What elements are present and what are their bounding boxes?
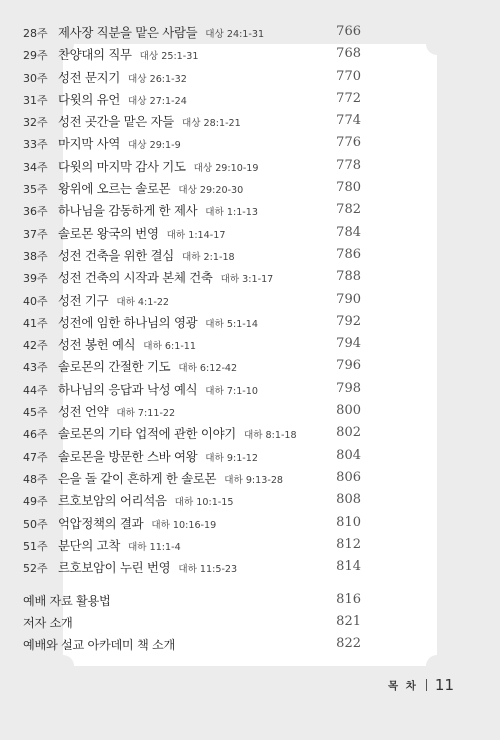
scripture-reference: 대하 9:13-28	[224, 474, 284, 486]
toc-entry[interactable]	[23, 110, 363, 132]
entry-title: 왕위에 오르는 솔로몬	[58, 181, 171, 197]
toc-entry[interactable]	[23, 445, 363, 467]
entry-title: 마지막 사역	[58, 136, 120, 152]
scripture-reference: 대하 2:1-18	[181, 251, 235, 263]
week-label: 41주	[23, 316, 48, 330]
page-number: 796	[336, 358, 361, 374]
page-number: 770	[336, 68, 361, 84]
scripture-reference: 대하 1:1-13	[205, 207, 258, 219]
page-number: 821	[336, 614, 361, 629]
week-label: 39주	[23, 272, 48, 286]
toc-entry[interactable]	[23, 556, 363, 578]
page-number: 816	[336, 592, 361, 607]
toc-entry[interactable]	[23, 422, 363, 444]
page-number: 782	[336, 202, 361, 218]
page-number: 11	[434, 676, 454, 694]
week-label: 34주	[23, 160, 48, 174]
page-number: 778	[336, 157, 361, 173]
page-number: 806	[336, 469, 361, 485]
entry-title: 예배 자료 활용법	[23, 594, 111, 608]
entry-title: 솔로몬 왕국의 번영	[58, 225, 159, 241]
entry-title: 솔로몬의 간절한 기도	[58, 359, 171, 375]
toc-entry[interactable]	[23, 199, 363, 221]
week-label: 29주	[23, 49, 48, 63]
entry-title: 제사장 직분을 맡은 사람들	[58, 25, 198, 40]
page-number: 774	[336, 113, 361, 129]
week-label: 49주	[23, 495, 48, 509]
page-number: 822	[336, 636, 361, 651]
toc-entry[interactable]	[23, 512, 363, 534]
entry-title: 솔로몬을 방문한 스바 여왕	[58, 448, 198, 464]
appendix-entry[interactable]	[23, 589, 363, 611]
scripture-reference: 대하 11:5-23	[178, 564, 238, 576]
scripture-reference: 대상 29:1-9	[128, 140, 181, 152]
entry-title: 성전 건축을 위한 결심	[58, 247, 174, 263]
scripture-reference: 대상 28:1-21	[181, 118, 241, 130]
toc-entry[interactable]	[23, 66, 363, 88]
scripture-reference: 대하 5:1-14	[205, 318, 258, 330]
page-number: 804	[336, 447, 361, 463]
toc-entry[interactable]	[23, 289, 363, 311]
scripture-reference: 대하 4:1-22	[116, 296, 170, 308]
page-number: 788	[336, 269, 361, 285]
entry-title: 다윗의 유언	[58, 91, 120, 107]
scripture-reference: 대하 11:1-4	[128, 541, 181, 553]
week-label: 40주	[23, 294, 48, 308]
scripture-reference: 대상 25:1-31	[139, 51, 199, 63]
entry-title: 성전에 임한 하나님의 영광	[58, 314, 198, 330]
week-label: 32주	[23, 116, 48, 130]
scripture-reference: 대상 29:20-30	[178, 185, 244, 197]
page-number: 772	[336, 90, 361, 106]
scripture-reference: 대하 7:11-22	[116, 408, 176, 420]
toc-entry[interactable]	[23, 355, 363, 377]
toc-entry[interactable]	[23, 155, 363, 177]
footer-divider	[426, 679, 427, 691]
toc-entry[interactable]	[23, 489, 363, 511]
toc-entry[interactable]	[23, 88, 363, 110]
entry-title: 르호보암이 누린 번영	[58, 560, 171, 576]
page-number: 792	[336, 313, 361, 329]
week-label: 43주	[23, 361, 48, 375]
toc-entry[interactable]	[23, 311, 363, 333]
page-number: 776	[336, 135, 361, 151]
week-label: 38주	[23, 249, 48, 263]
scripture-reference: 대하 6:12-42	[178, 363, 238, 375]
page-number: 790	[336, 291, 361, 307]
page-number: 794	[336, 336, 361, 352]
page-number: 798	[336, 380, 361, 396]
week-label: 36주	[23, 205, 48, 219]
week-label: 30주	[23, 71, 48, 85]
entry-title: 분단의 고착	[58, 537, 120, 553]
scripture-reference: 대상 27:1-24	[128, 95, 187, 107]
page-number: 810	[336, 514, 361, 530]
entry-title: 은을 돌 같이 흔하게 한 솔로몬	[58, 470, 217, 486]
entry-title: 찬양대의 직무	[58, 47, 132, 63]
scripture-reference: 대하 9:1-12	[205, 452, 258, 464]
entry-title: 성전 봉헌 예식	[58, 337, 136, 353]
toc-entry[interactable]	[23, 222, 363, 244]
entry-title: 성전 기구	[58, 292, 109, 308]
page-number: 812	[336, 536, 361, 552]
week-label: 35주	[23, 183, 48, 197]
entry-title: 하나님을 감동하게 한 제사	[58, 203, 198, 219]
week-label: 37주	[23, 227, 48, 241]
scripture-reference: 대하 7:1-10	[205, 385, 258, 397]
week-label: 33주	[23, 138, 48, 152]
toc-entry[interactable]	[23, 21, 363, 43]
toc-entry[interactable]	[23, 132, 363, 154]
appendix-list	[23, 589, 363, 655]
page-number: 766	[336, 24, 361, 39]
entry-title: 저자 소개	[23, 616, 73, 630]
entry-title: 하나님의 응답과 낙성 예식	[58, 381, 198, 397]
scripture-reference: 대상 29:10-19	[193, 162, 259, 174]
toc-entry[interactable]	[23, 177, 363, 199]
week-label: 47주	[23, 450, 48, 464]
page-number: 786	[336, 246, 361, 262]
toc-entry[interactable]	[23, 534, 363, 556]
entry-title: 성전 문지기	[58, 69, 120, 85]
scripture-reference: 대하 1:14-17	[166, 229, 226, 241]
scripture-reference: 대상 26:1-32	[128, 73, 187, 85]
entry-title: 예배와 설교 아카데미 책 소개	[23, 638, 175, 652]
appendix-entry[interactable]	[23, 633, 363, 655]
entry-title: 성전 건축의 시작과 본체 건축	[58, 270, 213, 286]
page-number: 800	[336, 403, 361, 419]
page-number: 802	[336, 425, 361, 441]
page-footer	[388, 676, 454, 694]
page-number: 780	[336, 180, 361, 196]
entry-title: 르호보암의 어리석음	[58, 493, 167, 509]
week-label: 31주	[23, 93, 48, 107]
scripture-reference: 대상 24:1-31	[205, 29, 265, 40]
week-label: 44주	[23, 383, 48, 397]
table-of-contents	[23, 21, 363, 578]
week-label: 48주	[23, 472, 48, 486]
toc-entry[interactable]	[23, 400, 363, 422]
scripture-reference: 대하 10:1-15	[174, 497, 234, 509]
week-label: 51주	[23, 539, 48, 553]
section-label: 목 차	[387, 679, 418, 692]
page-number: 768	[336, 46, 361, 62]
scripture-reference: 대하 6:1-11	[143, 341, 196, 353]
corner-notch	[426, 33, 448, 55]
entry-title: 억압정책의 결과	[58, 515, 144, 531]
toc-entry[interactable]	[23, 333, 363, 355]
page-number: 808	[336, 492, 361, 508]
scripture-reference: 대하 3:1-17	[220, 274, 274, 286]
entry-title: 성전 언약	[58, 404, 109, 420]
entry-title: 다윗의 마지막 감사 기도	[58, 158, 186, 174]
entry-title: 솔로몬의 기타 업적에 관한 이야기	[58, 426, 236, 442]
week-label: 50주	[23, 517, 48, 531]
toc-entry[interactable]	[23, 266, 363, 288]
corner-notch	[52, 655, 74, 677]
entry-title: 성전 곳간을 맡은 자들	[58, 114, 174, 130]
appendix-entry[interactable]	[23, 611, 363, 633]
week-label: 28주	[23, 27, 48, 40]
page-number: 814	[336, 559, 361, 575]
scripture-reference: 대하 8:1-18	[243, 430, 297, 442]
week-label: 52주	[23, 562, 48, 576]
toc-entry[interactable]	[23, 43, 363, 65]
corner-notch	[426, 655, 448, 677]
scripture-reference: 대하 10:16-19	[151, 519, 217, 531]
week-label: 42주	[23, 339, 48, 353]
toc-entry[interactable]	[23, 378, 363, 400]
week-label: 45주	[23, 406, 48, 420]
week-label: 46주	[23, 428, 48, 442]
page-number: 784	[336, 224, 361, 240]
toc-entry[interactable]	[23, 467, 363, 489]
toc-entry[interactable]	[23, 244, 363, 266]
